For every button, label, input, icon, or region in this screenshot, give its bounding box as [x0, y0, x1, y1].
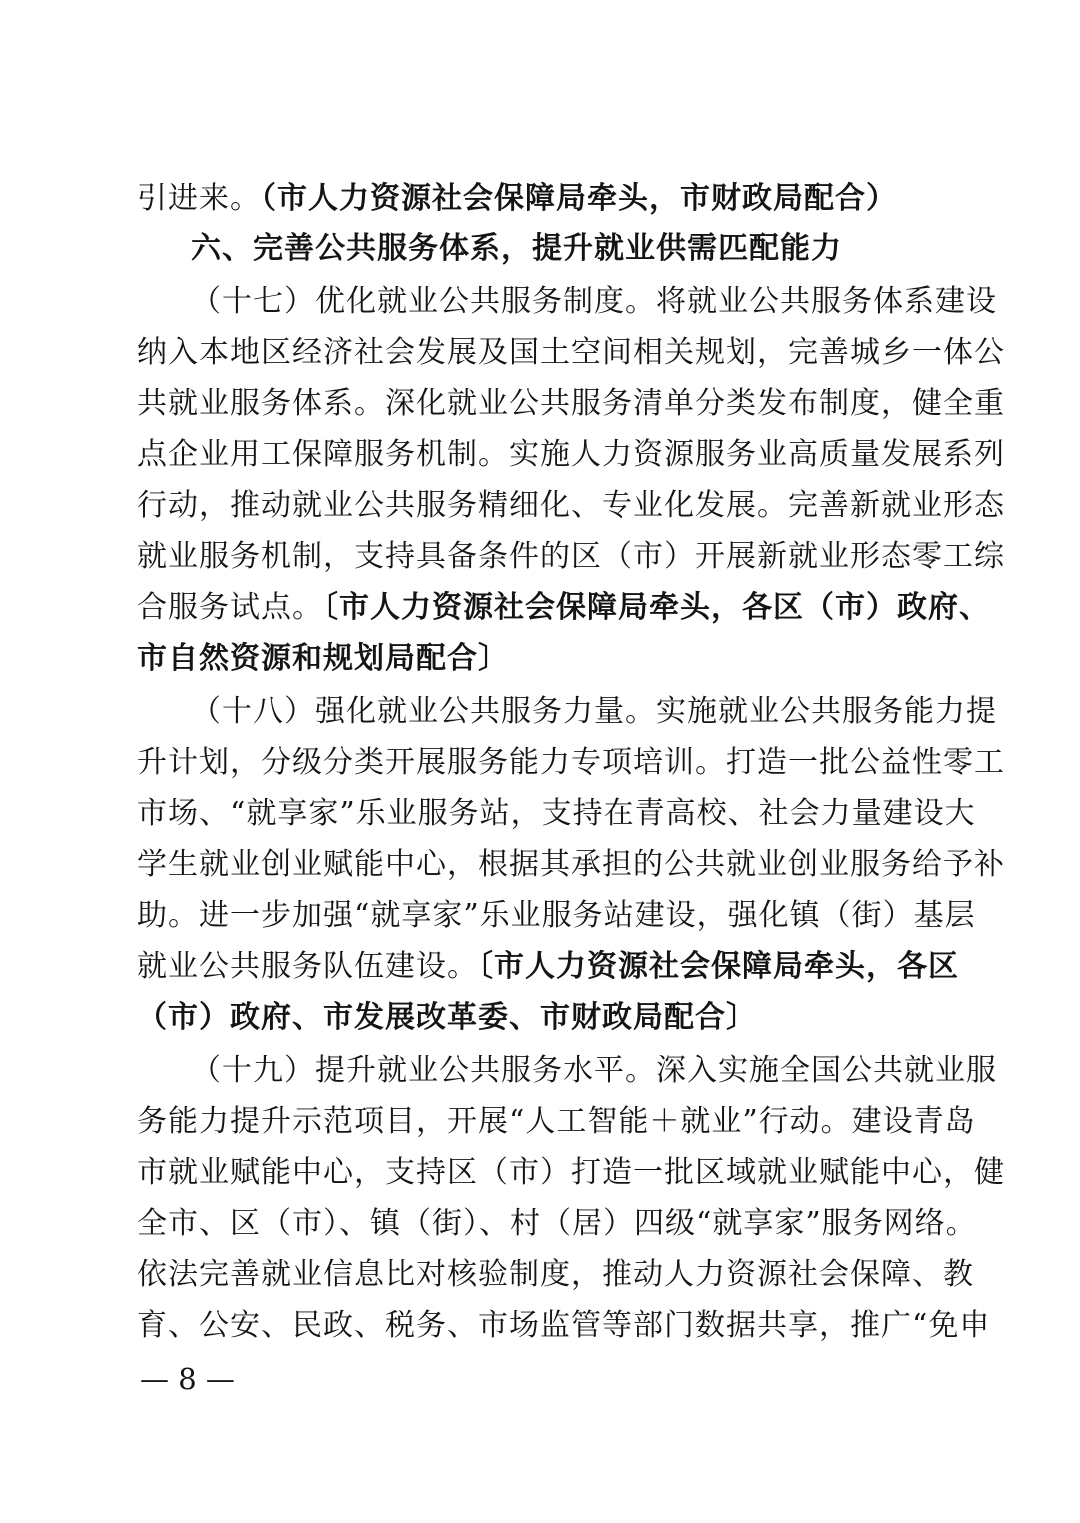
text-line-10: 市自然资源和规划局配合〕	[137, 641, 509, 676]
text-line-4: 纳入本地区经济社会发展及国土空间相关规划，完善城乡一体公	[137, 335, 1005, 370]
text-line-1	[137, 179, 937, 219]
line-1-note: （市人力资源社会保障局牵头，市财政局配合）	[261, 181, 897, 216]
text-line-20: 市就业赋能中心，支持区（市）打造一批区域就业赋能中心，健	[137, 1155, 1005, 1190]
text-line-7: 行动，推动就业公共服务精细化、专业化发展。完善新就业形态	[137, 488, 1005, 523]
text-line-15: 助。进一步加强“就享家”乐业服务站建设，强化镇（街）基层	[137, 898, 976, 933]
text-line-19: 务能力提升示范项目，开展“人工智能＋就业”行动。建设青岛	[137, 1104, 976, 1139]
text-line-14: 学生就业创业赋能中心，根据其承担的公共就业创业服务给予补	[137, 847, 1005, 882]
text-line-17: （市）政府、市发展改革委、市财政局配合〕	[137, 1000, 757, 1035]
line-16-text: 就业公共服务队伍建设。	[137, 949, 478, 984]
text-line-3: （十七）优化就业公共服务制度。将就业公共服务体系建设	[191, 284, 997, 319]
line-9-text: 合服务试点。	[137, 590, 323, 625]
text-line-21: 全市、区（市）、镇（街）、村（居）四级“就享家”服务网络。	[137, 1206, 977, 1241]
text-line-18: （十九）提升就业公共服务水平。深入实施全国公共就业服	[191, 1053, 997, 1088]
line-16-note: 〔市人力资源社会保障局牵头，各区	[478, 949, 959, 984]
text-line-13: 市场、“就享家”乐业服务站，支持在青高校、社会力量建设大	[137, 796, 976, 831]
line-9-note: 〔市人力资源社会保障局牵头，各区（市）政府、	[323, 590, 990, 625]
section-heading: 六、完善公共服务体系，提升就业供需匹配能力	[191, 231, 842, 266]
page-number: — 8 —	[140, 1362, 235, 1396]
text-line-12: 升计划，分级分类开展服务能力专项培训。打造一批公益性零工	[137, 745, 1005, 780]
text-line-6: 点企业用工保障服务机制。实施人力资源服务业高质量发展系列	[137, 437, 1005, 472]
text-line-11: （十八）强化就业公共服务力量。实施就业公共服务能力提	[191, 694, 997, 729]
text-line-9	[137, 588, 990, 628]
text-line-22: 依法完善就业信息比对核验制度，推动人力资源社会保障、教	[137, 1257, 974, 1292]
text-line-16	[137, 947, 959, 987]
line-1-text: 引进来。	[137, 181, 261, 216]
text-line-23: 育、公安、民政、税务、市场监管等部门数据共享，推广“免申	[137, 1308, 991, 1343]
text-line-8: 就业服务机制，支持具备条件的区（市）开展新就业形态零工综	[137, 539, 1005, 574]
text-line-5: 共就业服务体系。深化就业公共服务清单分类发布制度，健全重	[137, 386, 1005, 421]
